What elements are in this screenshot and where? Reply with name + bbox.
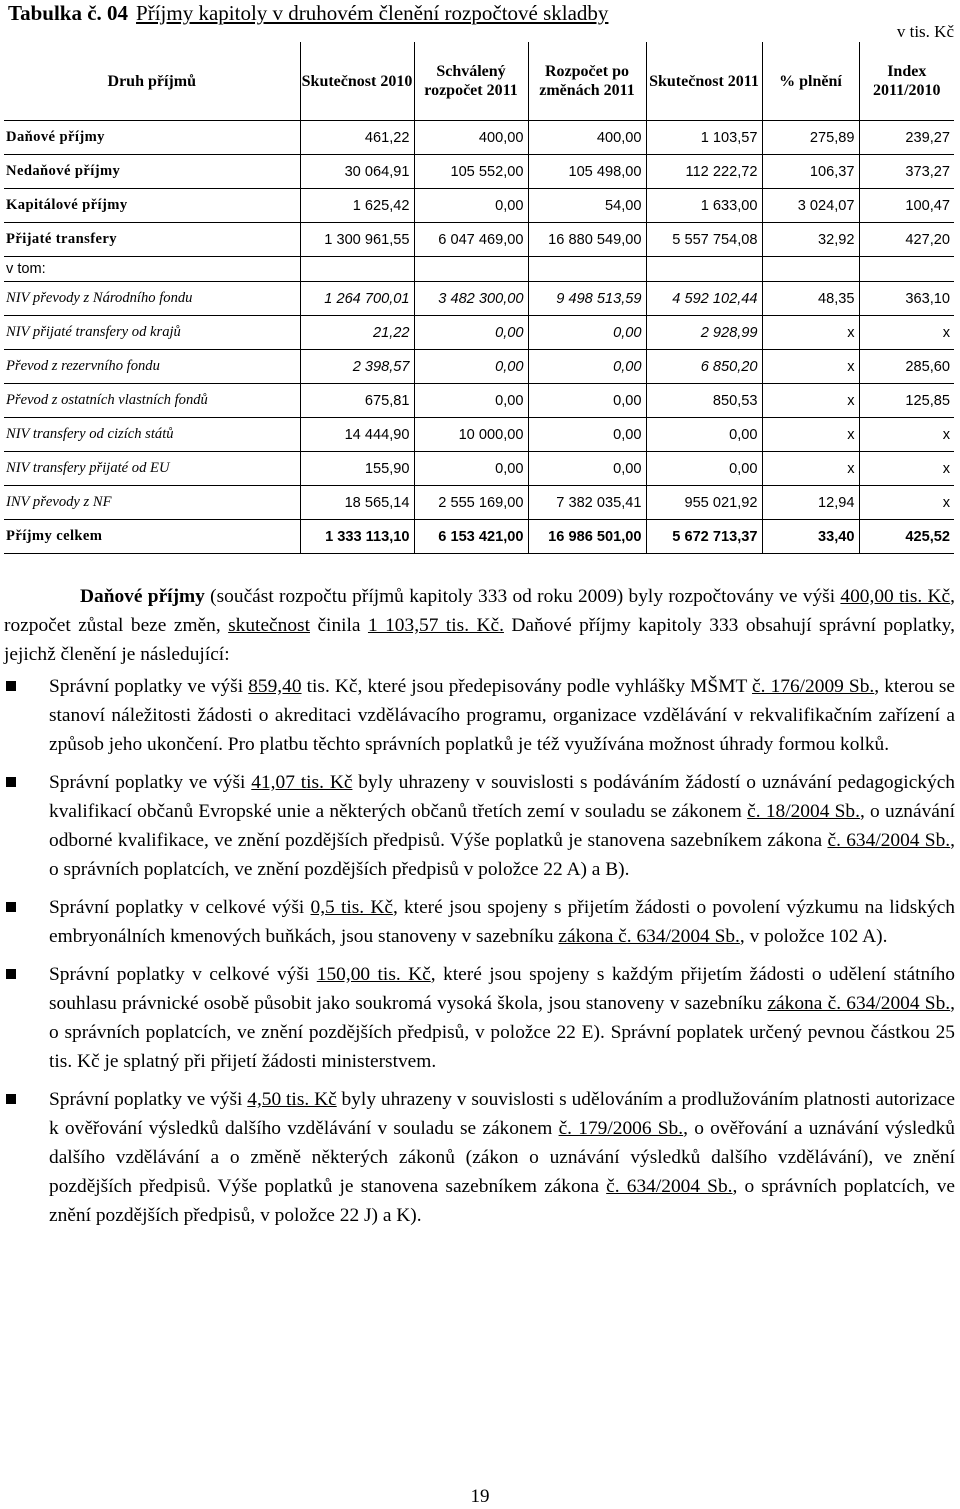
row-label: Příjmy celkem — [4, 520, 300, 554]
cell: 675,81 — [300, 384, 414, 418]
cell: 3 024,07 — [762, 189, 859, 223]
cell: 16 986 501,00 — [528, 520, 646, 554]
text-run: Daňové příjmy kapitoly 333 obsahují správní poplatky, jejichž členění je následující: — [4, 615, 955, 665]
text-run: Správní poplatky v celkové výši — [49, 964, 317, 985]
list-item — [4, 893, 955, 951]
intro-lead: Daňové příjmy — [80, 586, 205, 607]
cell: 5 557 754,08 — [646, 223, 762, 257]
cell: 54,00 — [528, 189, 646, 223]
text-run: 0,5 tis. Kč — [310, 897, 393, 918]
cell: 3 482 300,00 — [414, 282, 528, 316]
cell: x — [762, 316, 859, 350]
table-row — [4, 452, 954, 486]
text-run: , o správních poplatcích, ve znění pozdějších předpisů, v položce 22 E). Správní poplatek určený pevnou částkou 25 tis. Kč je splatný při přijetí žádosti ministerstvem. — [49, 993, 955, 1072]
cell: 155,90 — [300, 452, 414, 486]
square-bullet-icon — [6, 777, 16, 787]
cell: 2 398,57 — [300, 350, 414, 384]
table-row — [4, 189, 954, 223]
list-item — [4, 960, 955, 1076]
cell: 14 444,90 — [300, 418, 414, 452]
cell: 6 047 469,00 — [414, 223, 528, 257]
table-row — [4, 486, 954, 520]
text-run: , o správních poplatcích, ve znění pozdějších předpisů, v položce 22 J) a K). — [49, 1176, 955, 1226]
empty-cell — [762, 257, 859, 282]
text-run: 1 103,57 tis. Kč. — [367, 615, 504, 636]
text-run: 41,07 tis. Kč — [251, 772, 353, 793]
row-label: NIV převody z Národního fondu — [4, 282, 300, 316]
text-run: , v položce 102 A). — [739, 926, 888, 947]
square-bullet-icon — [6, 969, 16, 979]
empty-cell — [528, 257, 646, 282]
text-run: 400,00 tis. Kč — [840, 586, 951, 607]
row-label: NIV transfery přijaté od EU — [4, 452, 300, 486]
cell: 0,00 — [528, 384, 646, 418]
list-item — [4, 1085, 955, 1230]
cell: 461,22 — [300, 121, 414, 155]
table-row — [4, 121, 954, 155]
header-index: Index 2011/2010 — [859, 42, 954, 121]
cell: 0,00 — [528, 452, 646, 486]
text-run: skutečnost — [228, 615, 310, 636]
table-header-row — [4, 42, 954, 121]
text-run: zákona č. 634/2004 Sb. — [558, 926, 740, 947]
cell: 4 592 102,44 — [646, 282, 762, 316]
header-actual-2011: Skutečnost 2011 — [646, 42, 762, 121]
cell: 285,60 — [859, 350, 954, 384]
cell: 0,00 — [414, 452, 528, 486]
cell: 1 264 700,01 — [300, 282, 414, 316]
cell: 0,00 — [528, 418, 646, 452]
text-run: , které jsou spojeny s každým přijetím žádosti o udělení státního souhlasu právnické osobě působit jako soukromá vysoká škola, jsou stanoveny v sazebníku — [49, 964, 955, 1014]
cell: 1 625,42 — [300, 189, 414, 223]
text-run: č. 179/2006 Sb. — [558, 1118, 684, 1139]
header-actual-2010: Skutečnost 2010 — [300, 42, 414, 121]
cell: x — [762, 452, 859, 486]
empty-cell — [300, 257, 414, 282]
text-run: 150,00 tis. Kč — [316, 964, 431, 985]
subheader-row — [4, 257, 954, 282]
subheader-label: v tom: — [4, 257, 300, 282]
units-label: v tis. Kč — [896, 22, 954, 41]
cell: 125,85 — [859, 384, 954, 418]
cell: 425,52 — [859, 520, 954, 554]
cell: 5 672 713,37 — [646, 520, 762, 554]
row-label: Nedaňové příjmy — [4, 155, 300, 189]
table-row — [4, 350, 954, 384]
revenue-table — [4, 42, 954, 554]
text-run: , kterou se stanoví náležitosti žádosti o akreditaci vzdělávacího programu, organizace vzdělávání v rekvalifikačním zařízení a způsob jeho ukončení. Pro platbu těchto správních poplatků je též využívána možnost úhrady formou kolků. — [49, 676, 955, 755]
cell: 239,27 — [859, 121, 954, 155]
cell: 275,89 — [762, 121, 859, 155]
cell: 7 382 035,41 — [528, 486, 646, 520]
table-row — [4, 282, 954, 316]
cell: 33,40 — [762, 520, 859, 554]
cell: 850,53 — [646, 384, 762, 418]
cell: 2 555 169,00 — [414, 486, 528, 520]
cell: 1 103,57 — [646, 121, 762, 155]
cell: 12,94 — [762, 486, 859, 520]
cell: x — [859, 316, 954, 350]
text-run: č. 176/2009 Sb. — [752, 676, 875, 697]
cell: 955 021,92 — [646, 486, 762, 520]
cell: 373,27 — [859, 155, 954, 189]
cell: 21,22 — [300, 316, 414, 350]
cell: 9 498 513,59 — [528, 282, 646, 316]
text-run: tis. Kč, které jsou předepisovány podle vyhlášky MŠMT — [301, 676, 753, 697]
table-row — [4, 316, 954, 350]
table-caption: Příjmy kapitoly v druhovém členění rozpočtové skladby — [136, 1, 609, 25]
header-fulfilment: % plnění — [762, 42, 859, 121]
row-label: NIV přijaté transfery od krajů — [4, 316, 300, 350]
cell: x — [762, 384, 859, 418]
text-run: , které jsou spojeny s přijetím žádosti o povolení výzkumu na lidských embryonálních kmenových buňkách, jsou stanoveny v sazebníku — [49, 897, 955, 947]
body-text — [4, 582, 955, 1230]
page-number: 19 — [470, 1486, 490, 1507]
text-run: Správní poplatky ve výši — [49, 1089, 248, 1110]
cell: 0,00 — [414, 350, 528, 384]
cell: 0,00 — [646, 452, 762, 486]
cell: x — [859, 452, 954, 486]
square-bullet-icon — [6, 902, 16, 912]
cell: 105 552,00 — [414, 155, 528, 189]
cell: 2 928,99 — [646, 316, 762, 350]
cell: 16 880 549,00 — [528, 223, 646, 257]
text-run: č. 18/2004 Sb. — [747, 801, 860, 822]
text-run: , o správních poplatcích, ve znění pozdějších předpisů v položce 22 A) a B). — [49, 830, 955, 880]
cell: 105 498,00 — [528, 155, 646, 189]
cell: 30 064,91 — [300, 155, 414, 189]
cell: 48,35 — [762, 282, 859, 316]
table-number: Tabulka č. 04 — [8, 1, 129, 25]
text-run: č. 634/2004 Sb. — [827, 830, 951, 851]
row-label: Kapitálové příjmy — [4, 189, 300, 223]
row-label: Převod z rezervního fondu — [4, 350, 300, 384]
cell: 18 565,14 — [300, 486, 414, 520]
list-item — [4, 768, 955, 884]
table-row — [4, 418, 954, 452]
cell: 10 000,00 — [414, 418, 528, 452]
text-run: byly uhrazeny v souvislosti s podáváním žádostí o uznávání pedagogických kvalifikací občanů Evropské unie a některých občanů třetích zemí v souladu se zákonem — [49, 772, 955, 822]
page-title — [8, 0, 608, 26]
empty-cell — [414, 257, 528, 282]
cell: 363,10 — [859, 282, 954, 316]
text-run: 859,40 — [248, 676, 302, 697]
cell: 400,00 — [528, 121, 646, 155]
cell: 427,20 — [859, 223, 954, 257]
row-label: NIV transfery od cizích států — [4, 418, 300, 452]
text-run: , o ověřování a uznávání výsledků dalšího vzdělávání a o změně některých zákonů (zákon o uznávání výsledků dalšího vzdělávání), ve znění pozdějších předpisů. Výše poplatků je stanovena sazebníkem zákona — [49, 1118, 956, 1197]
cell: 1 633,00 — [646, 189, 762, 223]
row-label: Daňové příjmy — [4, 121, 300, 155]
square-bullet-icon — [6, 681, 16, 691]
cell: 0,00 — [646, 418, 762, 452]
cell: 400,00 — [414, 121, 528, 155]
text-run: č. 634/2004 Sb. — [606, 1176, 733, 1197]
text-run: zákona č. 634/2004 Sb. — [767, 993, 951, 1014]
total-row — [4, 520, 954, 554]
text-run: , o uznávání odborné kvalifikace, ve znění pozdějších předpisů. Výše poplatků je stanovena sazebníkem zákona — [49, 801, 955, 851]
table-row — [4, 384, 954, 418]
text-run: činila — [310, 615, 368, 636]
row-label: Převod z ostatních vlastních fondů — [4, 384, 300, 418]
empty-cell — [646, 257, 762, 282]
cell: 1 300 961,55 — [300, 223, 414, 257]
cell: 0,00 — [528, 316, 646, 350]
cell: x — [762, 418, 859, 452]
header-amended-2011: Rozpočet po změnách 2011 — [528, 42, 646, 121]
row-label: INV převody z NF — [4, 486, 300, 520]
header-approved-2011: Schválený rozpočet 2011 — [414, 42, 528, 121]
cell: 0,00 — [414, 384, 528, 418]
square-bullet-icon — [6, 1094, 16, 1104]
text-run: , rozpočet zůstal beze změn, — [4, 586, 955, 636]
header-type: Druh příjmů — [4, 42, 300, 121]
intro-paragraph — [4, 582, 955, 669]
text-run: Správní poplatky ve výši — [49, 772, 252, 793]
text-run: 4,50 tis. Kč — [247, 1089, 337, 1110]
list-item — [4, 672, 955, 759]
fee-list — [4, 672, 955, 1230]
row-label: Přijaté transfery — [4, 223, 300, 257]
table-row — [4, 223, 954, 257]
cell: 32,92 — [762, 223, 859, 257]
cell: 6 153 421,00 — [414, 520, 528, 554]
table-row — [4, 155, 954, 189]
cell: 1 333 113,10 — [300, 520, 414, 554]
cell: 100,47 — [859, 189, 954, 223]
cell: 106,37 — [762, 155, 859, 189]
cell: 6 850,20 — [646, 350, 762, 384]
cell: 0,00 — [528, 350, 646, 384]
cell: 0,00 — [414, 316, 528, 350]
text-run: Správní poplatky ve výši — [49, 676, 249, 697]
cell: 112 222,72 — [646, 155, 762, 189]
text-run: byly uhrazeny v souvislosti s udělováním a prodlužováním platnosti autorizace k ověřování výsledků dalšího vzdělávání v souladu se zákonem — [49, 1089, 955, 1139]
text-run: (součást rozpočtu příjmů kapitoly 333 od roku 2009) byly rozpočtovány ve výši — [204, 586, 841, 607]
cell: x — [762, 350, 859, 384]
cell: x — [859, 486, 954, 520]
text-run: Správní poplatky v celkové výši — [49, 897, 311, 918]
cell: 0,00 — [414, 189, 528, 223]
cell: x — [859, 418, 954, 452]
empty-cell — [859, 257, 954, 282]
